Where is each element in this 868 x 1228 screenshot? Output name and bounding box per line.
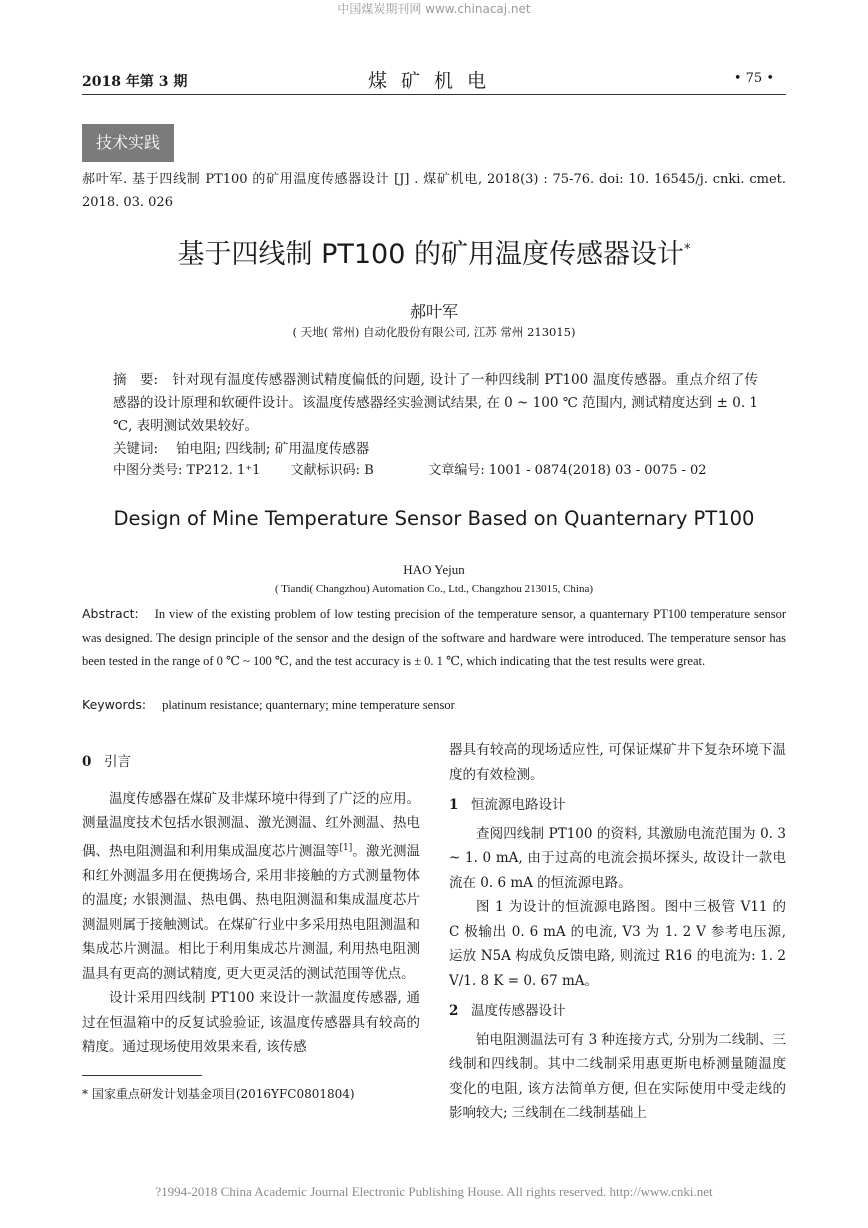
- author-english: HAO Yejun: [403, 562, 465, 577]
- title-chinese: [0, 232, 868, 271]
- keywords-en-label: Keywords:: [82, 697, 147, 712]
- classification-line: [113, 460, 758, 482]
- abstract-chinese: [113, 369, 758, 438]
- right-column: [449, 738, 786, 1126]
- section-title: 温度传感器设计: [471, 1003, 566, 1019]
- abstract-english: [82, 602, 786, 674]
- reference-marker: [1]: [339, 842, 353, 853]
- citation: 郝叶军. 基于四线制 PT100 的矿用温度传感器设计 [J] . 煤矿机电, 2018(3) : 75-76. doi: 10. 16545/j. cnki. cmet. 2018. 03. 026: [82, 172, 786, 210]
- clc-value: TP212. 1⁺1: [186, 463, 261, 478]
- abstract-en-label: Abstract:: [82, 606, 139, 621]
- section-heading-current-source: [449, 793, 786, 818]
- issue-label: 2018 年第 3 期: [82, 74, 188, 90]
- doc-code-label: 文献标识码:: [290, 463, 361, 478]
- abstract-en-text: In view of the existing problem of low testing precision of the temperature sensor, a quanternary PT100 temperature sensor was designed. The design principle of the sensor and the design of the software and hardware were introduced. The temperature sensor has been tested in the range of 0 ℃ ~ 100 ℃, and the test accuracy is ± 0. 1 ℃, which indicating that the test results were great.: [82, 607, 786, 668]
- bottom-watermark: ?1994-2018 China Academic Journal Electronic Publishing House. All rights reserved. http://www.cnki.net: [155, 1184, 713, 1199]
- abstract-text: 针对现有温度传感器测试精度偏低的问题, 设计了一种四线制 PT100 温度传感器。重点介绍了传感器的设计原理和软硬件设计。该温度传感器经实验测试结果, 在 0 ~ 100 ℃ 范围内, 测试精度达到 ± 0. 1 ℃, 表明测试效果较好。: [113, 372, 758, 434]
- keywords-en-text: platinum resistance; quanternary; mine temperature sensor: [162, 698, 455, 712]
- current-source-paragraph-2: 图 1 为设计的恒流源电路图。图中三极管 V11 的 C 极输出 0. 6 mA 的电流, V3 为 1. 2 V 参考电压源, 运放 N5A 构成负反馈电路, 则流过 R16 的电流为: 1. 2 V/1. 8 K = 0. 67 mA。: [449, 899, 786, 989]
- title-footnote-mark: *: [683, 242, 691, 257]
- title-english: Design of Mine Temperature Sensor Based on Quanternary PT100: [113, 507, 755, 530]
- section-number: 0: [82, 754, 92, 770]
- abstract-label: 摘 要:: [113, 372, 159, 388]
- section-badge: 技术实践: [82, 124, 174, 162]
- article-number-value: 1001 - 0874(2018) 03 - 0075 - 02: [488, 463, 707, 478]
- top-watermark: 中国煤炭期刊网 www.chinacaj.net: [337, 2, 531, 16]
- intro-paragraph-2: 设计采用四线制 PT100 来设计一款温度传感器, 通过在恒温箱中的反复试验验证, 该温度传感器具有较高的精度。通过现场使用效果来看, 该传感: [82, 990, 420, 1055]
- section-number: 2: [449, 1003, 459, 1019]
- intro-paragraph-1: 温度传感器在煤矿及非煤环境中得到了广泛的应用。测量温度技术包括水银测温、激光测温、红外测温、热电偶、热电阻测温和利用集成温度芯片测温等[1]。激光测温和红外测温多用在便携场合, 采用非接触的方式测量物体的温度; 水银测温、热电偶、热电阻测温和集成温度芯片测温则属于接触测试。在煤矿行业中多采用热电阻测温和集成芯片测温。相比于利用集成芯片测温, 利用热电阻测温具有更高的测试精度, 更大更灵活的测试范围等优点。: [82, 790, 421, 982]
- keywords-text: 铂电阻; 四线制; 矿用温度传感器: [176, 441, 370, 457]
- journal-name: 煤矿机电: [367, 70, 500, 92]
- clc-label: 中图分类号:: [113, 463, 183, 478]
- keywords-label: 关键词:: [113, 441, 159, 457]
- section-title: 恒流源电路设计: [471, 797, 566, 813]
- current-source-paragraph-1: 查阅四线制 PT100 的资料, 其激励电流范围为 0. 3 ~ 1. 0 mA, 由于过高的电流会损坏探头, 故设计一款电流在 0. 6 mA 的恒流源电路。: [449, 825, 786, 891]
- footnote: * 国家重点研发计划基金项目(2016YFC0801804): [82, 1087, 355, 1101]
- section-number: 1: [449, 797, 459, 813]
- left-column: [82, 750, 420, 1060]
- footnote-rule: [82, 1075, 202, 1076]
- affiliation-english: ( Tiandi( Changzhou) Automation Co., Ltd., Changzhou 213015, China): [274, 583, 594, 595]
- continued-paragraph: 器具有较高的现场适应性, 可保证煤矿井下复杂环境下温度的有效检测。: [449, 742, 786, 783]
- section-heading-intro: [82, 750, 420, 775]
- sensor-design-paragraph: 铂电阻测温法可有 3 种连接方式, 分别为二线制、三线制和四线制。其中二线制采用惠更斯电桥测量随温度变化的电阻, 该方法简单方便, 但在实际使用中受走线的影响较大; 三线制在二线制基础上: [449, 1031, 786, 1121]
- affiliation-chinese: ( 天地( 常州) 自动化股份有限公司, 江苏 常州 213015): [292, 325, 576, 339]
- section-heading-sensor-design: [449, 999, 786, 1024]
- doc-code-value: B: [364, 463, 374, 478]
- section-title: 引言: [104, 754, 131, 770]
- keywords-chinese: [113, 438, 758, 460]
- title-chinese-text: 基于四线制 PT100 的矿用温度传感器设计: [177, 239, 684, 270]
- article-number-label: 文章编号:: [428, 463, 485, 478]
- author-chinese: 郝叶军: [409, 302, 458, 321]
- header-rule: [82, 94, 786, 95]
- keywords-english: [82, 694, 786, 716]
- page-number: • 75 •: [733, 71, 774, 86]
